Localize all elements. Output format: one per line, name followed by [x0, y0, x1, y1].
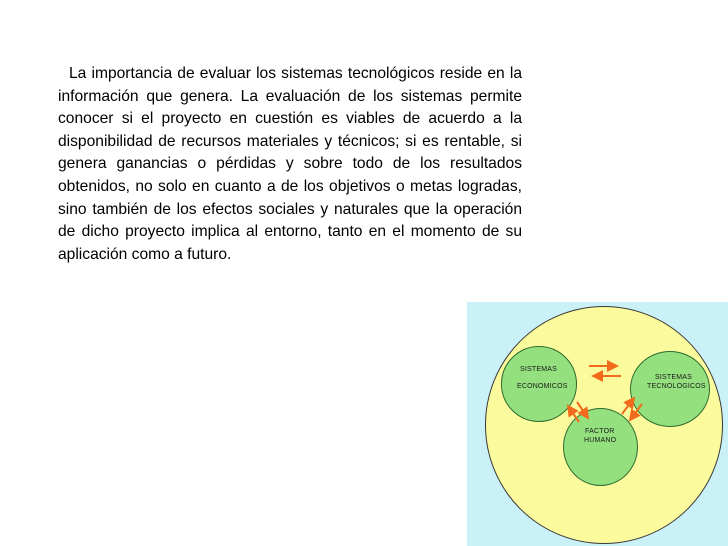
node-human-factor — [563, 408, 638, 486]
node-economic-label-line2: ECONOMICOS — [517, 383, 568, 390]
body-paragraph: La importancia de evaluar los sistemas tecnológicos reside en la información que genera. La evaluación de los sistemas permite conocer si el proyecto en cuestión es viables de acuerdo a la disponibilidad de recursos materiales y técnicos; si es rentable, si genera ganancias o pérdidas y sobre todo de los resultados obtenidos, no solo en cuanto a de los objetivos o metas logradas, sino también de los efectos sociales y naturales que la operación de dicho proyecto implica al entorno, tanto en el momento de su aplicación como a futuro. — [58, 65, 522, 263]
node-human-label-line2: HUMANO — [584, 437, 617, 444]
node-human-label-line1: FACTOR — [585, 428, 615, 435]
node-technological-label-line1: SISTEMAS — [655, 374, 692, 381]
node-technological-label-line2: TECNOLOGICOS — [647, 383, 706, 390]
node-economic-label-line1: SISTEMAS — [520, 366, 557, 373]
